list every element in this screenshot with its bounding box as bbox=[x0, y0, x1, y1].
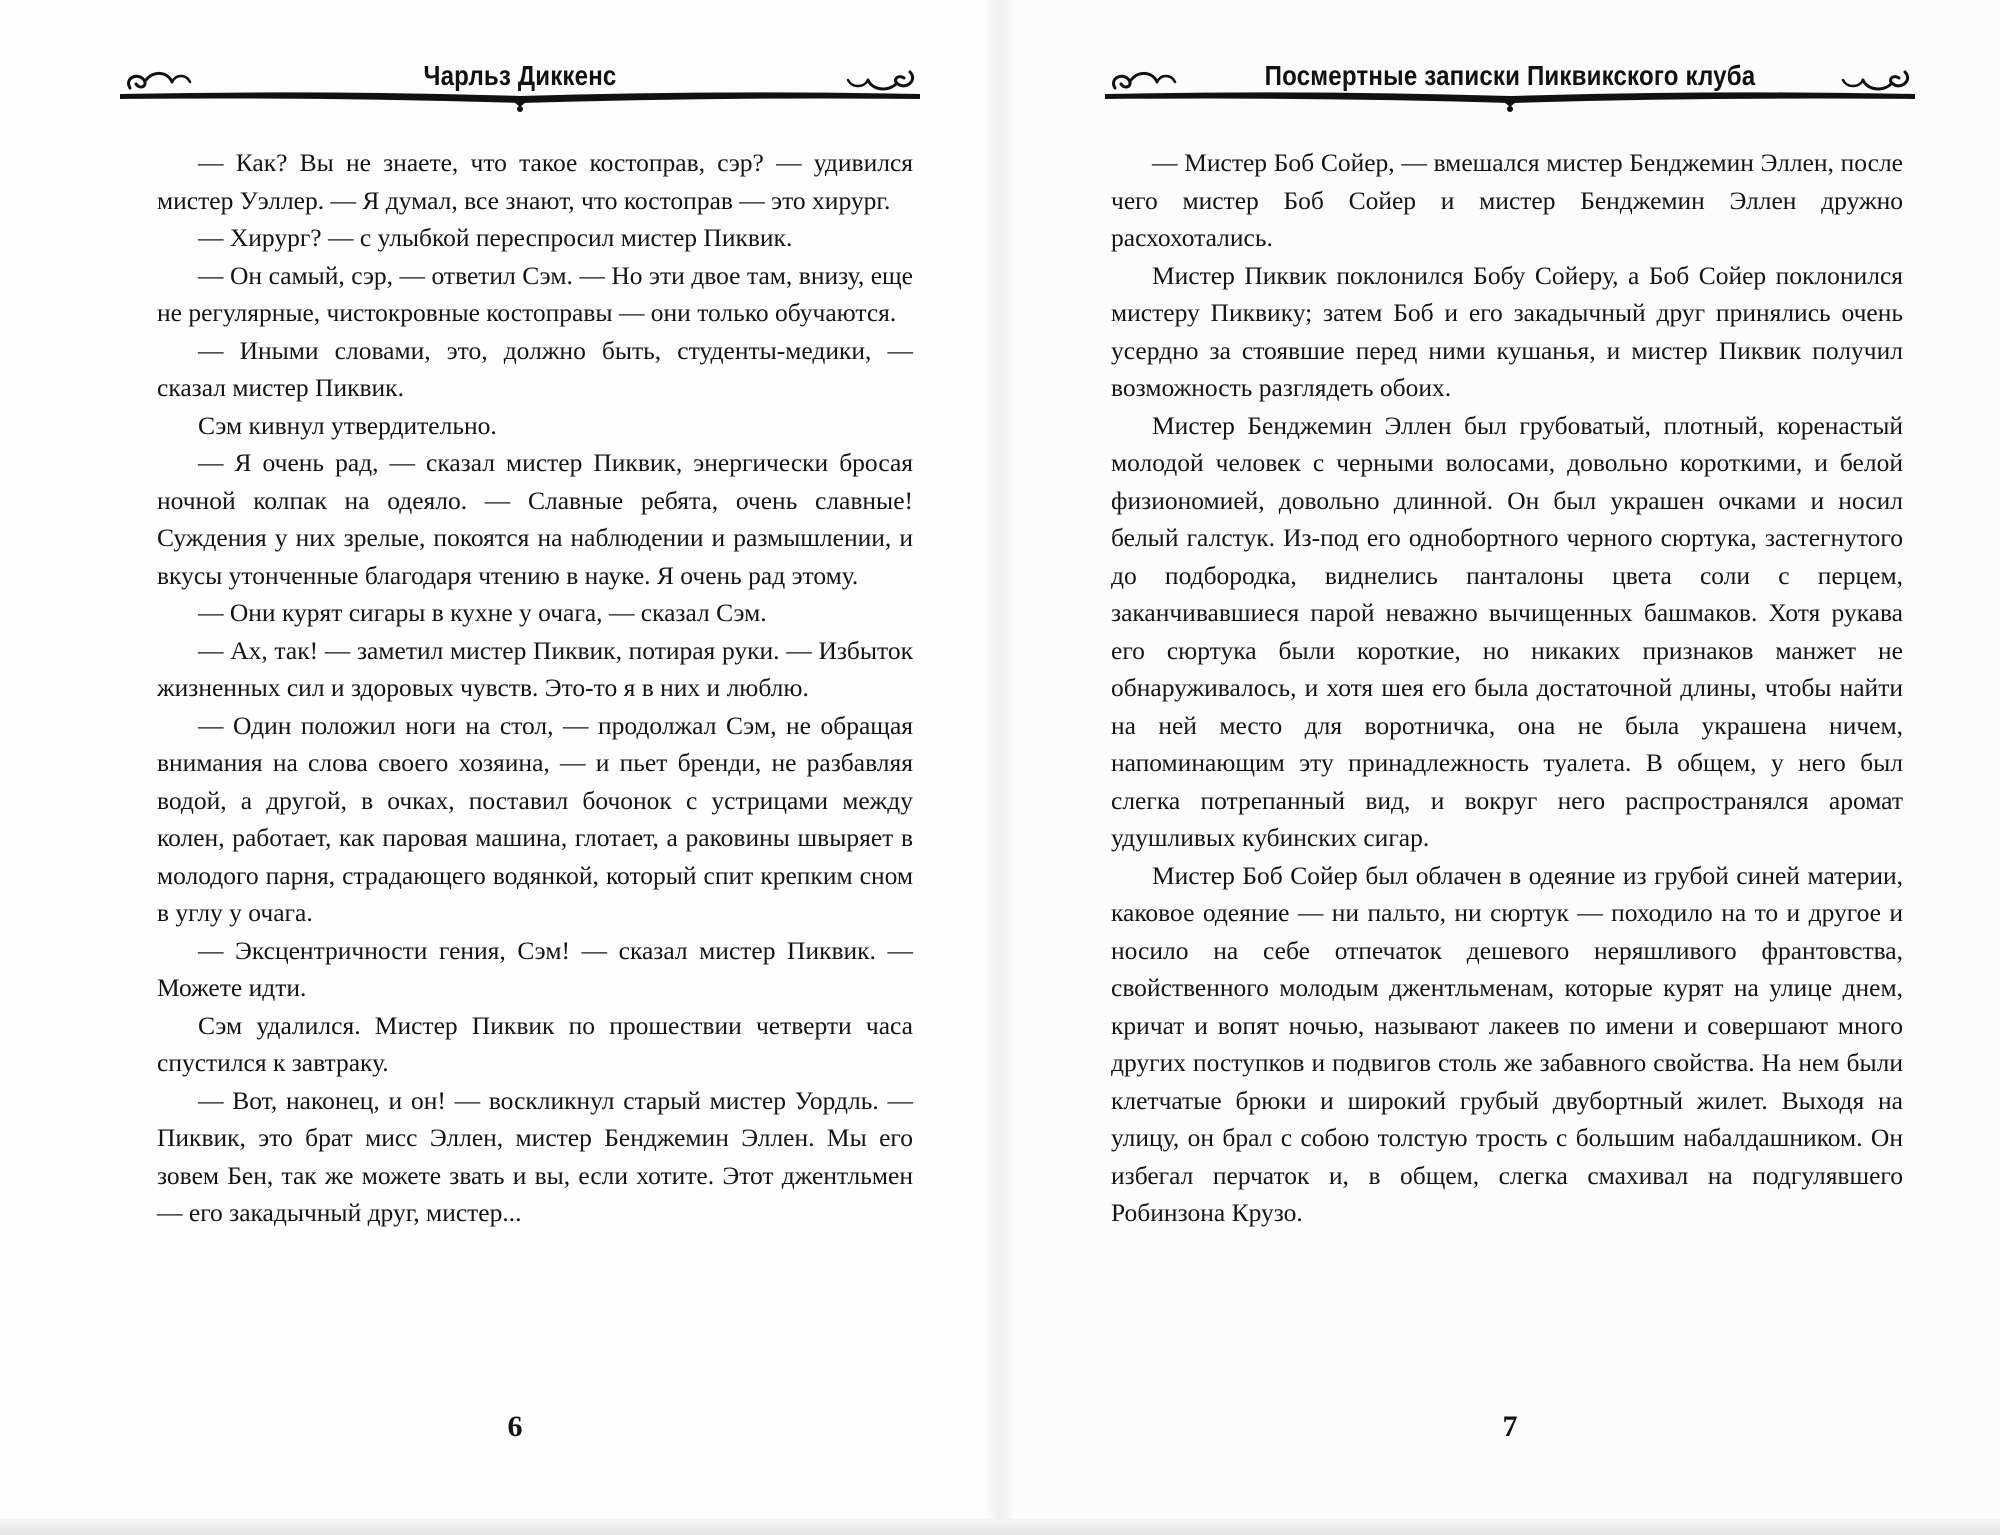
running-header bbox=[120, 50, 920, 120]
paragraph: Мистер Боб Сойер был облачен в одеяние из грубой синей материи, каковое одеяние — ни пальто, ни сюртук — походило на то и другое и носило на себе отпечаток дешевого неряшливого франтовства, свойственного молодым джентльменам, которые курят на улице днем, кричат и вопят ночью, называют лакеев по имени и совершают много других поступков и подвигов столь же забавного свойства. На нем были клетчатые брюки и широкий грубый двубортный жилет. Выходя на улицу, он брал с собою толстую трость с большим набалдашником. Он избегал перчаток и, в общем, слегка смахивал на подгулявшего Робинзона Крузо. bbox=[1111, 860, 1903, 1227]
paragraph: — Он самый, сэр, — ответил Сэм. — Но эти двое там, внизу, еще не регулярные, чистокровные костоправы — они только обучаются. bbox=[157, 260, 913, 327]
page-number: 6 bbox=[507, 1410, 523, 1443]
paragraph: — Мистер Боб Сойер, — вмешался мистер Бенджемин Эллен, после чего мистер Боб Сойер и мистер Бенджемин Эллен дружно расхохотались. bbox=[1111, 148, 1903, 252]
paragraph: — Хирург? — с улыбкой переспросил мистер Пиквик. bbox=[198, 223, 793, 252]
book-author-title: Чарльз Диккенс bbox=[423, 60, 617, 91]
paragraph: — Как? Вы не знаете, что такое костоправ, сэр? — удивился мистер Уэллер. — Я думал, все знают, что костоправ — это хирург. bbox=[157, 148, 913, 215]
paragraph: Сэм удалился. Мистер Пиквик по прошествии четверти часа спустился к завтраку. bbox=[157, 1010, 913, 1077]
book-gutter bbox=[985, 0, 1015, 1535]
paragraph: — Иными словами, это, должно быть, студенты-медики, — сказал мистер Пиквик. bbox=[157, 335, 913, 402]
right-page-text bbox=[1111, 144, 1903, 1232]
paragraph: Мистер Пиквик поклонился Бобу Сойеру, а Боб Сойер поклонился мистеру Пиквику; затем Боб и его закадычный друг принялись очень усердно за стоявшие перед ними кушанья, и мистер Пиквик получил возможность разглядеть обоих. bbox=[1111, 260, 1903, 402]
page-number: 7 bbox=[1502, 1410, 1518, 1443]
right-page bbox=[1000, 0, 2000, 1535]
paragraph: — Один положил ноги на стол, — продолжал Сэм, не обращая внимания на слова своего хозяина, — и пьет бренди, не разбавляя водой, а другой, в очках, поставил бочонок с устрицами между колен, работает, как паровая машина, глотает, а раковины швыряет в молодого парня, страдающего водянкой, который спит крепким сном в углу у очага. bbox=[157, 710, 913, 927]
paragraph: Сэм кивнул утвердительно. bbox=[198, 410, 497, 440]
page-edge bbox=[0, 1519, 2000, 1535]
left-page-text bbox=[157, 144, 913, 1232]
paragraph: — Вот, наконец, и он! — воскликнул старый мистер Уордль. — Пиквик, это брат мисс Эллен, мистер Бенджемин Эллен. Мы его зовем Бен, так же можете звать и вы, если хотите. Этот джентльмен — его закадычный друг, мистер... bbox=[157, 1085, 913, 1227]
running-header bbox=[1105, 50, 1915, 120]
paragraph: — Ах, так! — заметил мистер Пиквик, потирая руки. — Избыток жизненных сил и здоровых чувств. Это-то я в них и люблю. bbox=[157, 635, 913, 702]
paragraph: — Они курят сигары в кухне у очага, — сказал Сэм. bbox=[198, 598, 767, 627]
book-title: Посмертные записки Пиквикского клуба bbox=[1264, 60, 1756, 91]
paragraph: — Эксцентричности гения, Сэм! — сказал мистер Пиквик. — Можете идти. bbox=[157, 935, 913, 1002]
paragraph: Мистер Бенджемин Эллен был грубоватый, плотный, коренастый молодой человек с черными волосами, довольно короткими, и белой физиономией, довольно длинной. Он был украшен очками и носил белый галстук. Из-под его однобортного черного сюртука, застегнутого до подбородка, виднелись панталоны цвета соли с перцем, заканчивавшиеся парой неважно вычищенных башмаков. Хотя рукава его сюртука были короткие, но никаких признаков манжет не обнаруживалось, и хотя шея его была достаточной длины, чтобы найти на ней место для воротничка, она не была украшена ничем, напоминающим эту принадлежность туалета. В общем, у него был слегка потрепанный вид, и вокруг него распространялся аромат удушливых кубинских сигар. bbox=[1111, 410, 1903, 852]
paragraph: — Я очень рад, — сказал мистер Пиквик, энергически бросая ночной колпак на одеяло. — Славные ребята, очень славные! Суждения у них зрелые, покоятся на наблюдении и размышлении, и вкусы утонченные благодаря чтению в науке. Я очень рад этому. bbox=[157, 448, 913, 590]
